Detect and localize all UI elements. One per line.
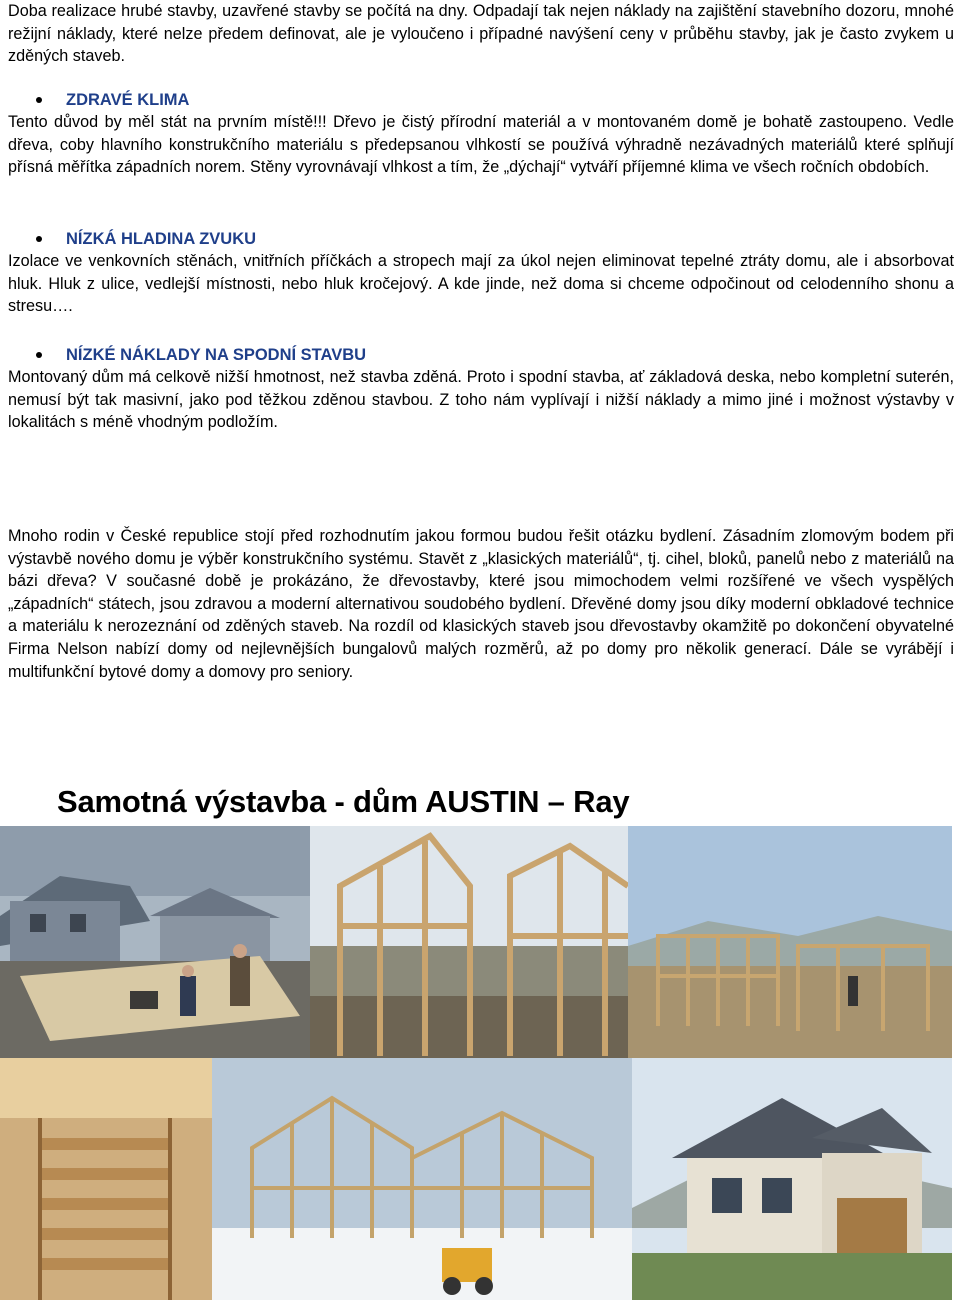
- intro-paragraph: Doba realizace hrubé stavby, uzavřené stavby se počítá na dny. Odpadají tak nejen náklady na zajištění stavebního dozoru, mnohé režijní náklady, které nelze předem definovat, ale je vyloučeno i případné navýšení ceny v průběhu stavby, jak je často zvykem u zděných staveb.: [8, 2, 954, 66]
- heading-text: NÍZKÁ HLADINA ZVUKU: [66, 230, 257, 248]
- house-framing-site-photo: [628, 826, 952, 1058]
- gallery-title: Samotná výstavba - dům AUSTIN – Ray: [57, 784, 630, 819]
- section-healthy-climate: [8, 89, 954, 179]
- wall-panel-crane-photo: [0, 826, 310, 1058]
- wall-framing-photo: [310, 826, 628, 1058]
- wooden-staircase-photo: [0, 1058, 212, 1300]
- winter-framing-photo: [212, 1058, 632, 1300]
- section-text: Izolace ve venkovních stěnách, vnitřních příčkách a stropech mají za úkol nejen eliminovat tepelné ztráty domu, ale i absorbovat hluk. Hluk z ulice, vedlejší místnosti, nebo hluk kročejový. A kde jinde, než doma si chceme odpočinout od celodenního shonu a stresu….: [8, 252, 954, 316]
- section-heading: [8, 228, 954, 250]
- bullet-icon: [36, 97, 42, 103]
- heading-text: ZDRAVÉ KLIMA: [66, 91, 190, 109]
- bullet-icon: [36, 236, 42, 242]
- section-heading: [8, 344, 954, 366]
- section-low-foundation-cost: [8, 344, 954, 434]
- section-text: Tento důvod by měl stát na prvním místě!!! Dřevo je čistý přírodní materiál a v montovaném domě je bohatě zastoupeno. Vedle dřeva, coby hlavního konstrukčního materiálu s předepsanou vlhkostí se používá výhradně nezávadných materiálů které splňují přísná měřítka západních norem. Stěny vyrovnávají vlhkost a tím, že „dýchají“ vytváří příjemné klima ve všech ročních obdobích.: [8, 113, 954, 177]
- intro-block: [8, 0, 954, 68]
- section-text: Montovaný dům má celkově nižší hmotnost, než stavba zděná. Proto i spodní stavba, ať základová deska, nebo kompletní suterén, nemusí být tak masivní, jako pod těžkou zděnou stavbou. Z toho nám vyplívají i nižší náklady a mimo jiné i možnost výstavby v lokalitách s méně vhodným podložím.: [8, 368, 954, 432]
- main-paragraph: Mnoho rodin v České republice stojí před rozhodnutím jakou formou budou řešit otázku bydlení. Zásadním zlomovým bodem při výstavbě nového domu je výběr konstrukčního systému. Stavět z „klasických materiálů“, tj. cihel, bloků, panelů nebo z materiálů na bázi dřeva? V současné době je prokázáno, že dřevostavby, které jsou mimochodem velmi rozšířené ve všech vyspělých „západních“ státech, jsou zdravou a moderní alternativou soudobého bydlení. Dřevěné domy jsou díky moderní obkladové technice a materiálu k nerozeznání od zděných staveb. Na rozdíl od klasických staveb jsou dřevostavby okamžitě po dokončení obyvatelné Firma Nelson nabízí domy od nejlevnějších bungalovů malých rozměrů, až po domy pro několik generací. Dále se vyrábějí i multifunkční bytové domy a domovy pro seniory.: [8, 527, 954, 681]
- section-heading: [8, 89, 954, 111]
- section-low-noise: [8, 228, 954, 318]
- heading-text: NÍZKÉ NÁKLADY NA SPODNÍ STAVBU: [66, 346, 367, 364]
- finished-house-photo: [632, 1058, 952, 1300]
- main-paragraph-block: [8, 525, 954, 683]
- bullet-icon: [36, 352, 42, 358]
- photo-gallery-frame: [0, 826, 952, 1300]
